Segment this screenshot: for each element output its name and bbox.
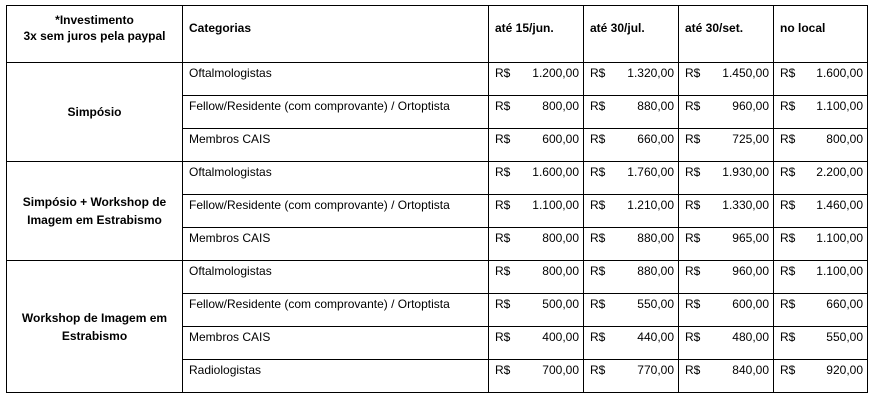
currency-symbol: R$ xyxy=(590,330,606,344)
price-cell xyxy=(774,294,868,327)
price-amount: 2.200,00 xyxy=(816,165,863,179)
price-cell xyxy=(584,327,679,360)
categoria-cell: Membros CAIS xyxy=(183,327,489,360)
price-amount: 1.600,00 xyxy=(532,165,579,179)
table-row xyxy=(7,63,868,96)
price-amount: 880,00 xyxy=(637,99,674,113)
currency-symbol: R$ xyxy=(780,231,796,245)
currency-symbol: R$ xyxy=(780,99,796,113)
header-col1: até 15/jun. xyxy=(489,6,584,63)
currency-symbol: R$ xyxy=(780,165,796,179)
currency-symbol: R$ xyxy=(780,264,796,278)
price-amount: 1.930,00 xyxy=(722,165,769,179)
price-amount: 1.100,00 xyxy=(532,198,579,212)
price-cell xyxy=(679,129,774,162)
categoria-cell: Radiologistas xyxy=(183,360,489,393)
price-amount: 700,00 xyxy=(542,363,579,377)
header-investimento-line1: *Investimento xyxy=(55,13,134,27)
categoria-cell: Fellow/Residente (com comprovante) / Ortoptista xyxy=(183,96,489,129)
price-cell xyxy=(774,228,868,261)
currency-symbol: R$ xyxy=(685,99,701,113)
price-amount: 965,00 xyxy=(732,231,769,245)
price-cell xyxy=(489,96,584,129)
price-cell xyxy=(679,360,774,393)
price-cell xyxy=(679,195,774,228)
categoria-cell: Fellow/Residente (com comprovante) / Ortoptista xyxy=(183,195,489,228)
currency-symbol: R$ xyxy=(495,264,511,278)
price-amount: 725,00 xyxy=(732,132,769,146)
price-cell xyxy=(584,360,679,393)
currency-symbol: R$ xyxy=(495,165,511,179)
price-amount: 800,00 xyxy=(542,264,579,278)
price-amount: 400,00 xyxy=(542,330,579,344)
header-col4: no local xyxy=(774,6,868,63)
price-cell xyxy=(679,294,774,327)
currency-symbol: R$ xyxy=(495,231,511,245)
currency-symbol: R$ xyxy=(590,363,606,377)
price-amount: 1.760,00 xyxy=(627,165,674,179)
currency-symbol: R$ xyxy=(495,66,511,80)
price-amount: 960,00 xyxy=(732,264,769,278)
header-col2: até 30/jul. xyxy=(584,6,679,63)
currency-symbol: R$ xyxy=(495,132,511,146)
price-cell xyxy=(489,129,584,162)
categoria-cell: Membros CAIS xyxy=(183,129,489,162)
price-amount: 660,00 xyxy=(826,297,863,311)
price-cell xyxy=(679,162,774,195)
price-amount: 440,00 xyxy=(637,330,674,344)
header-categorias: Categorias xyxy=(183,6,489,63)
price-amount: 550,00 xyxy=(637,297,674,311)
currency-symbol: R$ xyxy=(685,330,701,344)
price-cell xyxy=(489,327,584,360)
price-cell xyxy=(584,195,679,228)
price-cell xyxy=(489,360,584,393)
price-cell xyxy=(774,261,868,294)
price-amount: 600,00 xyxy=(542,132,579,146)
price-amount: 1.200,00 xyxy=(532,66,579,80)
price-amount: 1.100,00 xyxy=(816,231,863,245)
categoria-cell: Oftalmologistas xyxy=(183,261,489,294)
currency-symbol: R$ xyxy=(495,363,511,377)
price-cell xyxy=(584,129,679,162)
currency-symbol: R$ xyxy=(780,363,796,377)
header-row xyxy=(7,6,868,63)
price-cell xyxy=(679,63,774,96)
categoria-cell: Oftalmologistas xyxy=(183,162,489,195)
currency-symbol: R$ xyxy=(685,231,701,245)
currency-symbol: R$ xyxy=(495,330,511,344)
currency-symbol: R$ xyxy=(495,99,511,113)
price-amount: 920,00 xyxy=(826,363,863,377)
price-cell xyxy=(584,162,679,195)
currency-symbol: R$ xyxy=(685,66,701,80)
currency-symbol: R$ xyxy=(685,363,701,377)
price-amount: 550,00 xyxy=(826,330,863,344)
price-amount: 1.100,00 xyxy=(816,99,863,113)
currency-symbol: R$ xyxy=(590,99,606,113)
currency-symbol: R$ xyxy=(685,297,701,311)
price-cell xyxy=(584,96,679,129)
price-amount: 800,00 xyxy=(826,132,863,146)
currency-symbol: R$ xyxy=(590,198,606,212)
price-cell xyxy=(584,261,679,294)
table-row xyxy=(7,162,868,195)
price-cell xyxy=(584,294,679,327)
header-col3: até 30/set. xyxy=(679,6,774,63)
currency-symbol: R$ xyxy=(495,198,511,212)
categoria-cell: Oftalmologistas xyxy=(183,63,489,96)
price-amount: 1.600,00 xyxy=(816,66,863,80)
price-cell xyxy=(679,96,774,129)
price-amount: 1.210,00 xyxy=(627,198,674,212)
price-cell xyxy=(774,63,868,96)
price-amount: 1.330,00 xyxy=(722,198,769,212)
price-amount: 1.320,00 xyxy=(627,66,674,80)
group-label: Simpósio xyxy=(7,63,183,162)
price-cell xyxy=(489,228,584,261)
price-cell xyxy=(774,129,868,162)
table-row xyxy=(7,261,868,294)
price-amount: 880,00 xyxy=(637,264,674,278)
currency-symbol: R$ xyxy=(495,297,511,311)
currency-symbol: R$ xyxy=(780,198,796,212)
currency-symbol: R$ xyxy=(685,198,701,212)
currency-symbol: R$ xyxy=(780,66,796,80)
price-amount: 660,00 xyxy=(637,132,674,146)
price-amount: 1.460,00 xyxy=(816,198,863,212)
currency-symbol: R$ xyxy=(780,132,796,146)
price-cell xyxy=(489,162,584,195)
currency-symbol: R$ xyxy=(685,264,701,278)
price-amount: 770,00 xyxy=(637,363,674,377)
price-cell xyxy=(489,261,584,294)
currency-symbol: R$ xyxy=(685,165,701,179)
table-body xyxy=(7,63,868,393)
categoria-cell: Membros CAIS xyxy=(183,228,489,261)
price-cell xyxy=(584,63,679,96)
price-cell xyxy=(679,327,774,360)
currency-symbol: R$ xyxy=(780,297,796,311)
price-cell xyxy=(584,228,679,261)
price-amount: 1.450,00 xyxy=(722,66,769,80)
price-amount: 1.100,00 xyxy=(816,264,863,278)
header-investimento xyxy=(7,6,183,63)
categoria-cell: Fellow/Residente (com comprovante) / Ortoptista xyxy=(183,294,489,327)
group-label: Simpósio + Workshop de Imagem em Estrabismo xyxy=(7,162,183,261)
currency-symbol: R$ xyxy=(685,132,701,146)
price-cell xyxy=(489,63,584,96)
price-table xyxy=(6,5,868,393)
price-cell xyxy=(774,327,868,360)
price-cell xyxy=(774,360,868,393)
price-cell xyxy=(489,294,584,327)
currency-symbol: R$ xyxy=(590,132,606,146)
group-label: Workshop de Imagem em Estrabismo xyxy=(7,261,183,393)
price-amount: 880,00 xyxy=(637,231,674,245)
currency-symbol: R$ xyxy=(590,66,606,80)
price-cell xyxy=(774,96,868,129)
currency-symbol: R$ xyxy=(590,264,606,278)
currency-symbol: R$ xyxy=(780,330,796,344)
price-amount: 840,00 xyxy=(732,363,769,377)
price-cell xyxy=(774,195,868,228)
price-cell xyxy=(774,162,868,195)
price-amount: 960,00 xyxy=(732,99,769,113)
price-amount: 600,00 xyxy=(732,297,769,311)
price-cell xyxy=(489,195,584,228)
currency-symbol: R$ xyxy=(590,165,606,179)
price-amount: 800,00 xyxy=(542,99,579,113)
price-amount: 800,00 xyxy=(542,231,579,245)
currency-symbol: R$ xyxy=(590,231,606,245)
price-amount: 480,00 xyxy=(732,330,769,344)
header-investimento-line2: 3x sem juros pela paypal xyxy=(23,29,166,43)
price-cell xyxy=(679,261,774,294)
currency-symbol: R$ xyxy=(590,297,606,311)
price-amount: 500,00 xyxy=(542,297,579,311)
price-cell xyxy=(679,228,774,261)
